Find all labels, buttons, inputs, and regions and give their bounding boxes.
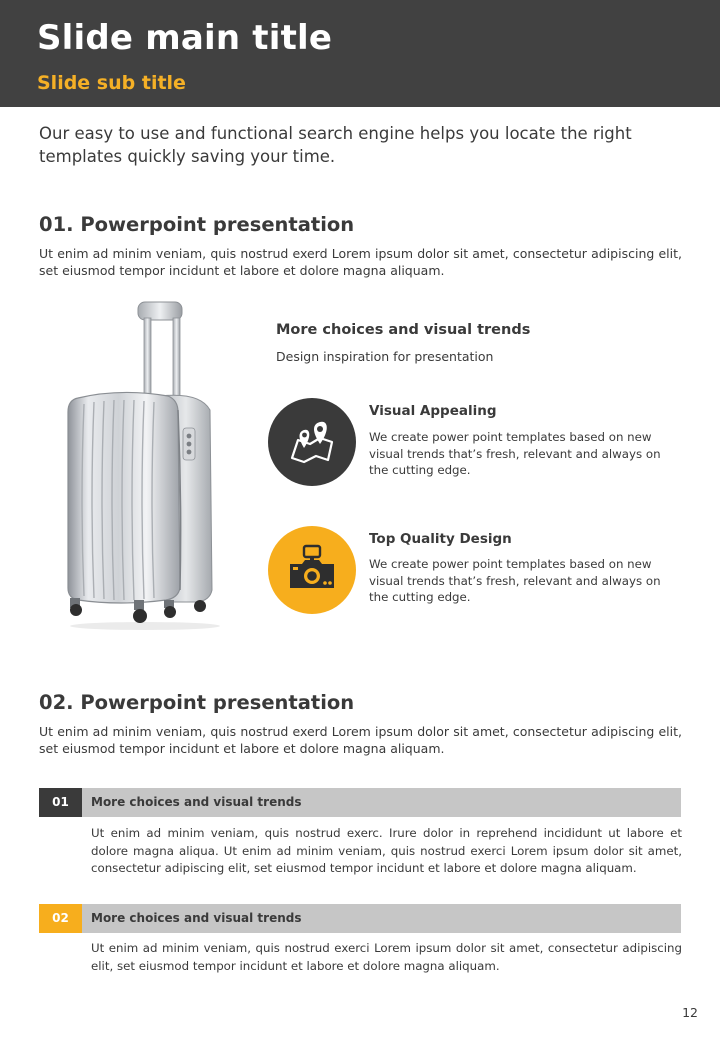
row-2-title: More choices and visual trends bbox=[91, 911, 302, 925]
item-2-title: Top Quality Design bbox=[369, 531, 512, 547]
top-quality-badge bbox=[268, 526, 356, 614]
header-bar bbox=[0, 0, 720, 107]
row-1-text: Ut enim ad minim veniam, quis nostrud exerc. Irure dolor in reprehend incididunt ut labore et dolore magna aliqua. Ut enim ad minim veniam, quis nostrud exerci Lorem ipsum dolor sit amet, consectetur adipiscing elit, set eiusmod tempor incidunt et labore et dolore magna aliquam. bbox=[91, 826, 682, 875]
item-2-text: We create power point templates based on new visual trends that’s fresh, relevant and always on the cutting edge. bbox=[369, 557, 661, 604]
visual-appealing-badge bbox=[268, 398, 356, 486]
section-2-text: Ut enim ad minim veniam, quis nostrud exerd Lorem ipsum dolor sit amet, consectetur adipiscing elit, set eiusmod tempor incidunt et labore et dolore magna aliquam. bbox=[39, 724, 682, 756]
section-2-title: 02. Powerpoint presentation bbox=[39, 691, 355, 714]
section-1-title: 01. Powerpoint presentation bbox=[39, 213, 355, 236]
page-number: 12 bbox=[682, 1005, 698, 1020]
row-1-bar bbox=[39, 788, 681, 817]
row-2-number: 02 bbox=[39, 904, 82, 933]
item-1-title: Visual Appealing bbox=[369, 403, 497, 419]
row-2-text: Ut enim ad minim veniam, quis nostrud exerci Lorem ipsum dolor sit amet, consectetur adipiscing elit, set eiusmod tempor incidunt et labore et dolore magna aliquam. bbox=[91, 941, 682, 973]
slide-main-title: Slide main title bbox=[37, 18, 333, 58]
features-subheading: Design inspiration for presentation bbox=[276, 349, 494, 364]
features-heading: More choices and visual trends bbox=[276, 322, 531, 338]
map-pin-icon bbox=[268, 398, 356, 486]
row-2-bar bbox=[39, 904, 681, 933]
item-1-text: We create power point templates based on new visual trends that’s fresh, relevant and always on the cutting edge. bbox=[369, 430, 661, 477]
intro-text: Our easy to use and functional search engine helps you locate the right templates quickly saving your time. bbox=[39, 124, 632, 166]
camera-icon bbox=[268, 526, 356, 614]
slide-sub-title: Slide sub title bbox=[37, 72, 186, 94]
section-1-text: Ut enim ad minim veniam, quis nostrud exerd Lorem ipsum dolor sit amet, consectetur adipiscing elit, set eiusmod tempor incidunt et labore et dolore magna aliquam. bbox=[39, 246, 682, 278]
suitcase-image bbox=[60, 300, 230, 632]
row-1-number: 01 bbox=[39, 788, 82, 817]
row-1-title: More choices and visual trends bbox=[91, 795, 302, 809]
